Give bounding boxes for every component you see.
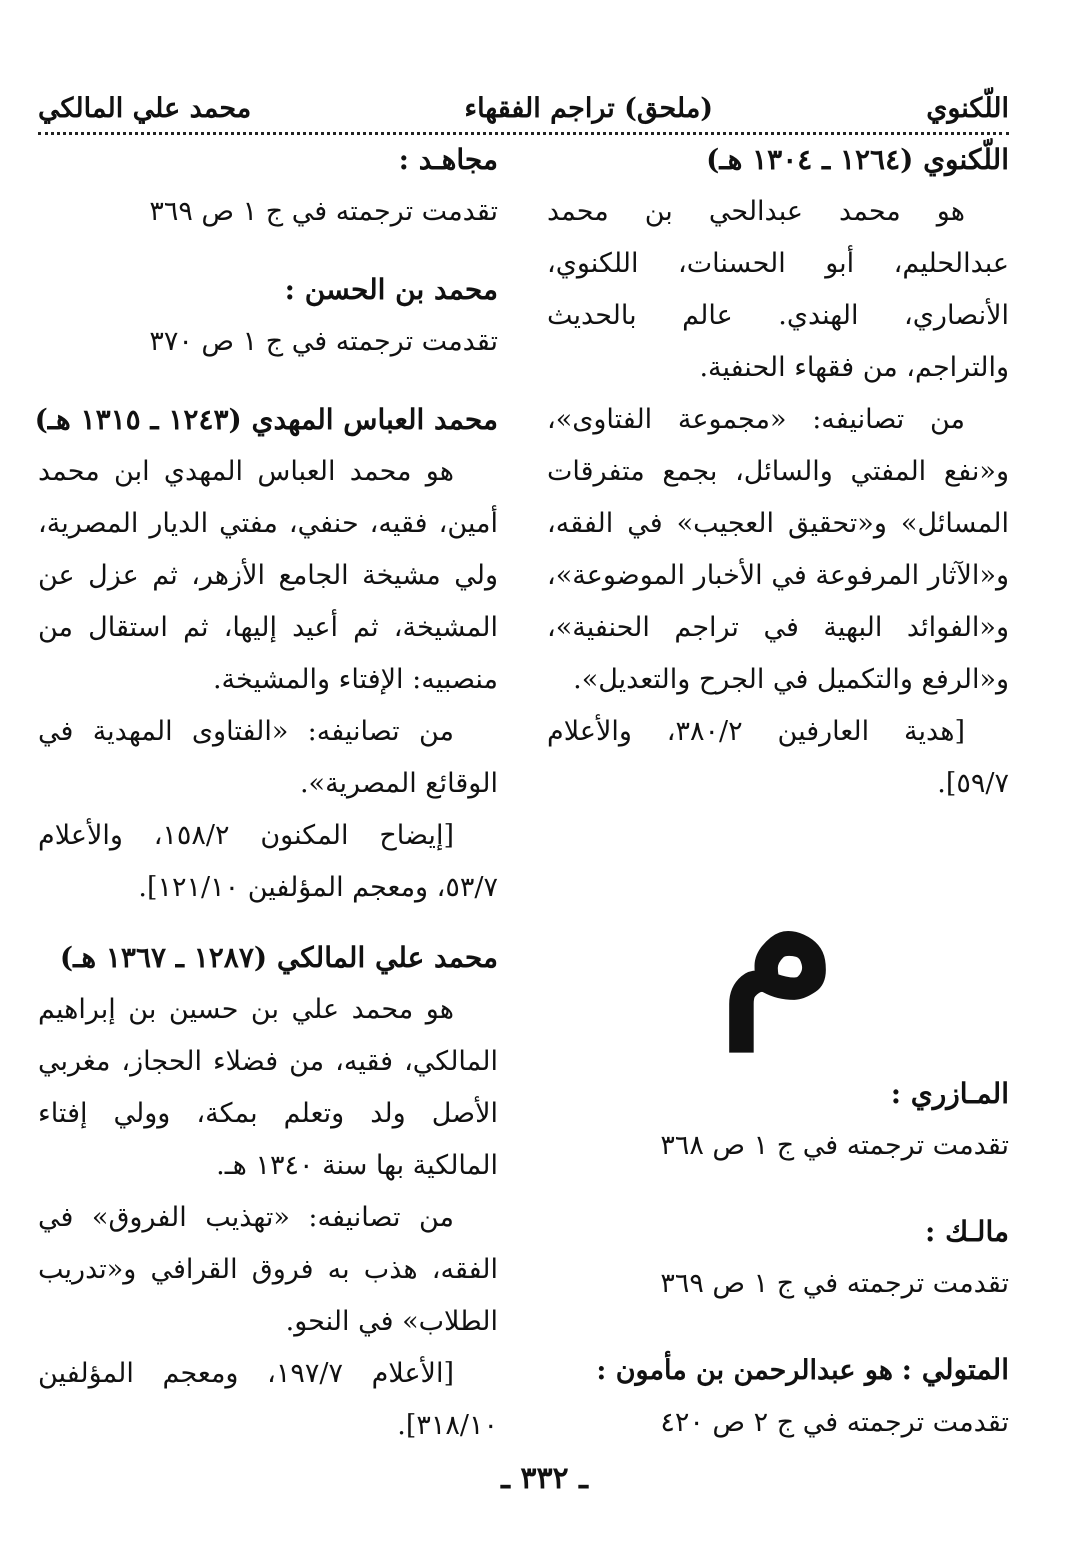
right-column [547, 134, 1009, 1449]
entry-title-abbas-mahdi: محمد العباس المهدي (١٢٤٣ ـ ١٣١٥ هـ) [34, 403, 498, 436]
entry-bio-ali-maliki: هو محمد علي بن حسين بن إبراهيم المالكي، فقيه، من فضلاء الحجاز، مغربي الأصل ولد وتعلم بمكة، وولي إفتاء المالكية بها سنة ١٣٤٠ هـ. [38, 994, 498, 1181]
entry-sources-ali-maliki: [الأعلام ١٩٧/٧، ومعجم المؤلفين ٣١٨/١٠]. [38, 1358, 498, 1441]
entry-bio-abbas-mahdi: هو محمد العباس المهدي ابن محمد أمين، فقيه، حنفي، مفتي الديار المصرية، ولي مشيخة الجامع الأزهر، ثم عزل عن المشيخة، ثم أعيد إليها، ثم استقال من منصبيه: الإفتاء والمشيخة. [38, 456, 498, 695]
entry-sources-laknawi: [هدية العارفين ٣٨٠/٢، والأعلام ٥٩/٧]. [547, 716, 1009, 799]
entry-bio-laknawi: هو محمد عبدالحي بن محمد عبدالحليم، أبو الحسنات، اللكنوي، الأنصاري، الهندي. عالم بالحديث والتراجم، من فقهاء الحنفية. [547, 196, 1009, 383]
entry-ref-muhammad-ibn-hasan: تقدمت ترجمته في ج ١ ص ٣٧٠ [149, 326, 498, 357]
entry-title-malik: مالـك : [925, 1215, 1009, 1248]
entry-title-ali-maliki: محمد علي المالكي (١٢٨٧ ـ ١٣٦٧ هـ) [59, 941, 498, 974]
running-header [38, 72, 1009, 135]
entry-ref-mazari: تقدمت ترجمته في ج ١ ص ٣٦٨ [660, 1130, 1009, 1161]
entry-title-muhammad-ibn-hasan: محمد بن الحسن : [284, 273, 498, 306]
entry-name-mutawalli: هو عبدالرحمن بن مأمون : [596, 1355, 894, 1386]
entry-ref-malik: تقدمت ترجمته في ج ١ ص ٣٦٩ [660, 1268, 1009, 1299]
entry-heading-mutawalli [547, 1344, 1009, 1397]
entry-sources-abbas-mahdi: [إيضاح المكنون ١٥٨/٢، والأعلام ٥٣/٧، ومعجم المؤلفين ١٢١/١٠]. [38, 820, 498, 903]
entry-works-laknawi: من تصانيفه: «مجموعة الفتاوى»، و«نفع المفتي والسائل، بجمع متفرقات المسائل» و«تحقيق العجيب» في الفقه، و«الآثار المرفوعة في الأخبار الموضوعة»، و«الفوائد البهية في تراجم الحنفية»، و«الرفع والتكميل في الجرح والتعديل». [547, 404, 1009, 695]
entry-ref-mutawalli: تقدمت ترجمته في ج ٢ ص ٤٢٠ [660, 1407, 1009, 1438]
section-letter-mim: م [719, 826, 837, 1049]
left-column [34, 134, 498, 1452]
header-right-name: اللّكنوي [926, 93, 1009, 124]
entry-title-mujahid: مجاهـد : [398, 143, 498, 176]
entry-works-abbas-mahdi: من تصانيفه: «الفتاوى المهدية في الوقائع المصرية». [38, 716, 498, 799]
header-left-name: محمد علي المالكي [38, 93, 252, 124]
entry-ref-mujahid: تقدمت ترجمته في ج ١ ص ٣٦٩ [149, 196, 498, 227]
entry-title-laknawi: اللّكنوي (١٢٦٤ ـ ١٣٠٤ هـ) [706, 143, 1009, 176]
entry-works-ali-maliki: من تصانيفه: «تهذيب الفروق» في الفقه، هذب به فروق القرافي و«تدريب الطلاب» في النحو. [38, 1202, 498, 1337]
page-number: ـ ٣٣٢ ـ [501, 1461, 588, 1496]
entry-title-mutawalli: المتولي : [901, 1353, 1009, 1386]
header-book-title: (ملحق) تراجم الفقهاء [464, 93, 714, 124]
entry-title-mazari: المـازري : [890, 1077, 1009, 1110]
